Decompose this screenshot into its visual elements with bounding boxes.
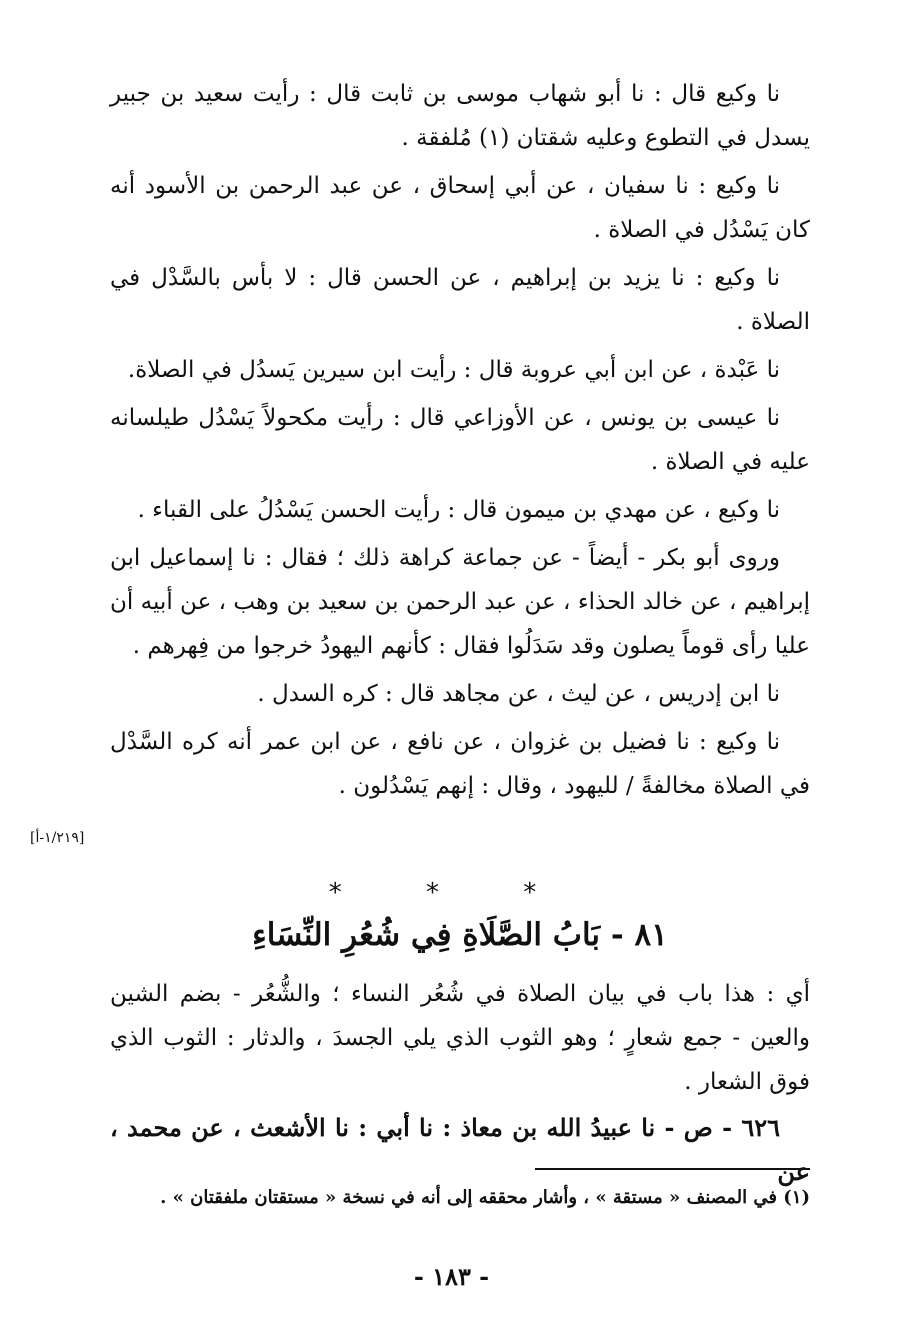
- paragraph-7: وروى أبو بكر - أيضاً - عن جماعة كراهة ذلك ؛ فقال : نا إسماعيل ابن إبراهيم ، عن خالد الحذاء ، عن عبد الرحمن بن سعيد بن وهب ، عن أبيه أن عليا رأى قوماً يصلون وقد سَدَلُوا فقال : كأنهم اليهودُ خرجوا من فِهرهم .: [110, 545, 810, 659]
- paragraph-3: نا وكيع : نا يزيد بن إبراهيم ، عن الحسن قال : لا بأس بالسَّدْل في الصلاة .: [110, 265, 810, 335]
- paragraph-8: نا ابن إدريس ، عن ليث ، عن مجاهد قال : كره السدل .: [257, 681, 780, 707]
- chapter-title: ٨١ - بَابُ الصَّلَاةِ فِي شُعُرِ النِّسَاءِ: [252, 917, 668, 953]
- chapter-commentary: أي : هذا باب في بيان الصلاة في شُعُر النساء ؛ والشُّعُر - بضم الشين والعين - جمع شعارٍ ؛ وهو الثوب الذي يلي الجسدَ ، والدثار : الثوب الذي فوق الشعار .: [110, 981, 810, 1095]
- section-separator: * * *: [328, 878, 575, 908]
- paragraph-2: نا وكيع : نا سفيان ، عن أبي إسحاق ، عن عبد الرحمن بن الأسود أنه كان يَسْدُل في الصلاة .: [110, 173, 810, 243]
- paragraph-9: نا وكيع : نا فضيل بن غزوان ، عن نافع ، عن ابن عمر أنه كره السَّدْل في الصلاة مخالفةً / لليهود ، وقال : إنهم يَسْدُلون .: [110, 729, 810, 799]
- paragraph-5: نا عيسى بن يونس ، عن الأوزاعي قال : رأيت مكحولاً يَسْدُل طيلسانه عليه في الصلاة .: [110, 405, 810, 475]
- footnote-divider: [535, 1168, 810, 1170]
- hadith-626: ٦٢٦ - ص - نا عبيدُ الله بن معاذ : نا أبي : نا الأشعث ، عن محمد ، عن: [110, 1113, 810, 1186]
- main-text: [110, 72, 810, 812]
- paragraph-6: نا وكيع ، عن مهدي بن ميمون قال : رأيت الحسن يَسْدُلُ على القباء .: [137, 497, 780, 523]
- manuscript-folio-note: [١/٢١٩-أ]: [30, 830, 85, 846]
- footnote-1: (١) في المصنف « مستقة » ، وأشار محققه إلى أنه في نسخة « مستقتان ملفقتان » .: [160, 1187, 810, 1208]
- paragraph-4: نا عَبْدة ، عن ابن أبي عروبة قال : رأيت ابن سيرين يَسدُل في الصلاة.: [127, 357, 780, 383]
- page-number: - ١٨٣ -: [413, 1262, 490, 1291]
- paragraph-1: نا وكيع قال : نا أبو شهاب موسى بن ثابت قال : رأيت سعيد بن جبير يسدل في التطوع وعليه شقتان (١) مُلفقة .: [110, 81, 810, 151]
